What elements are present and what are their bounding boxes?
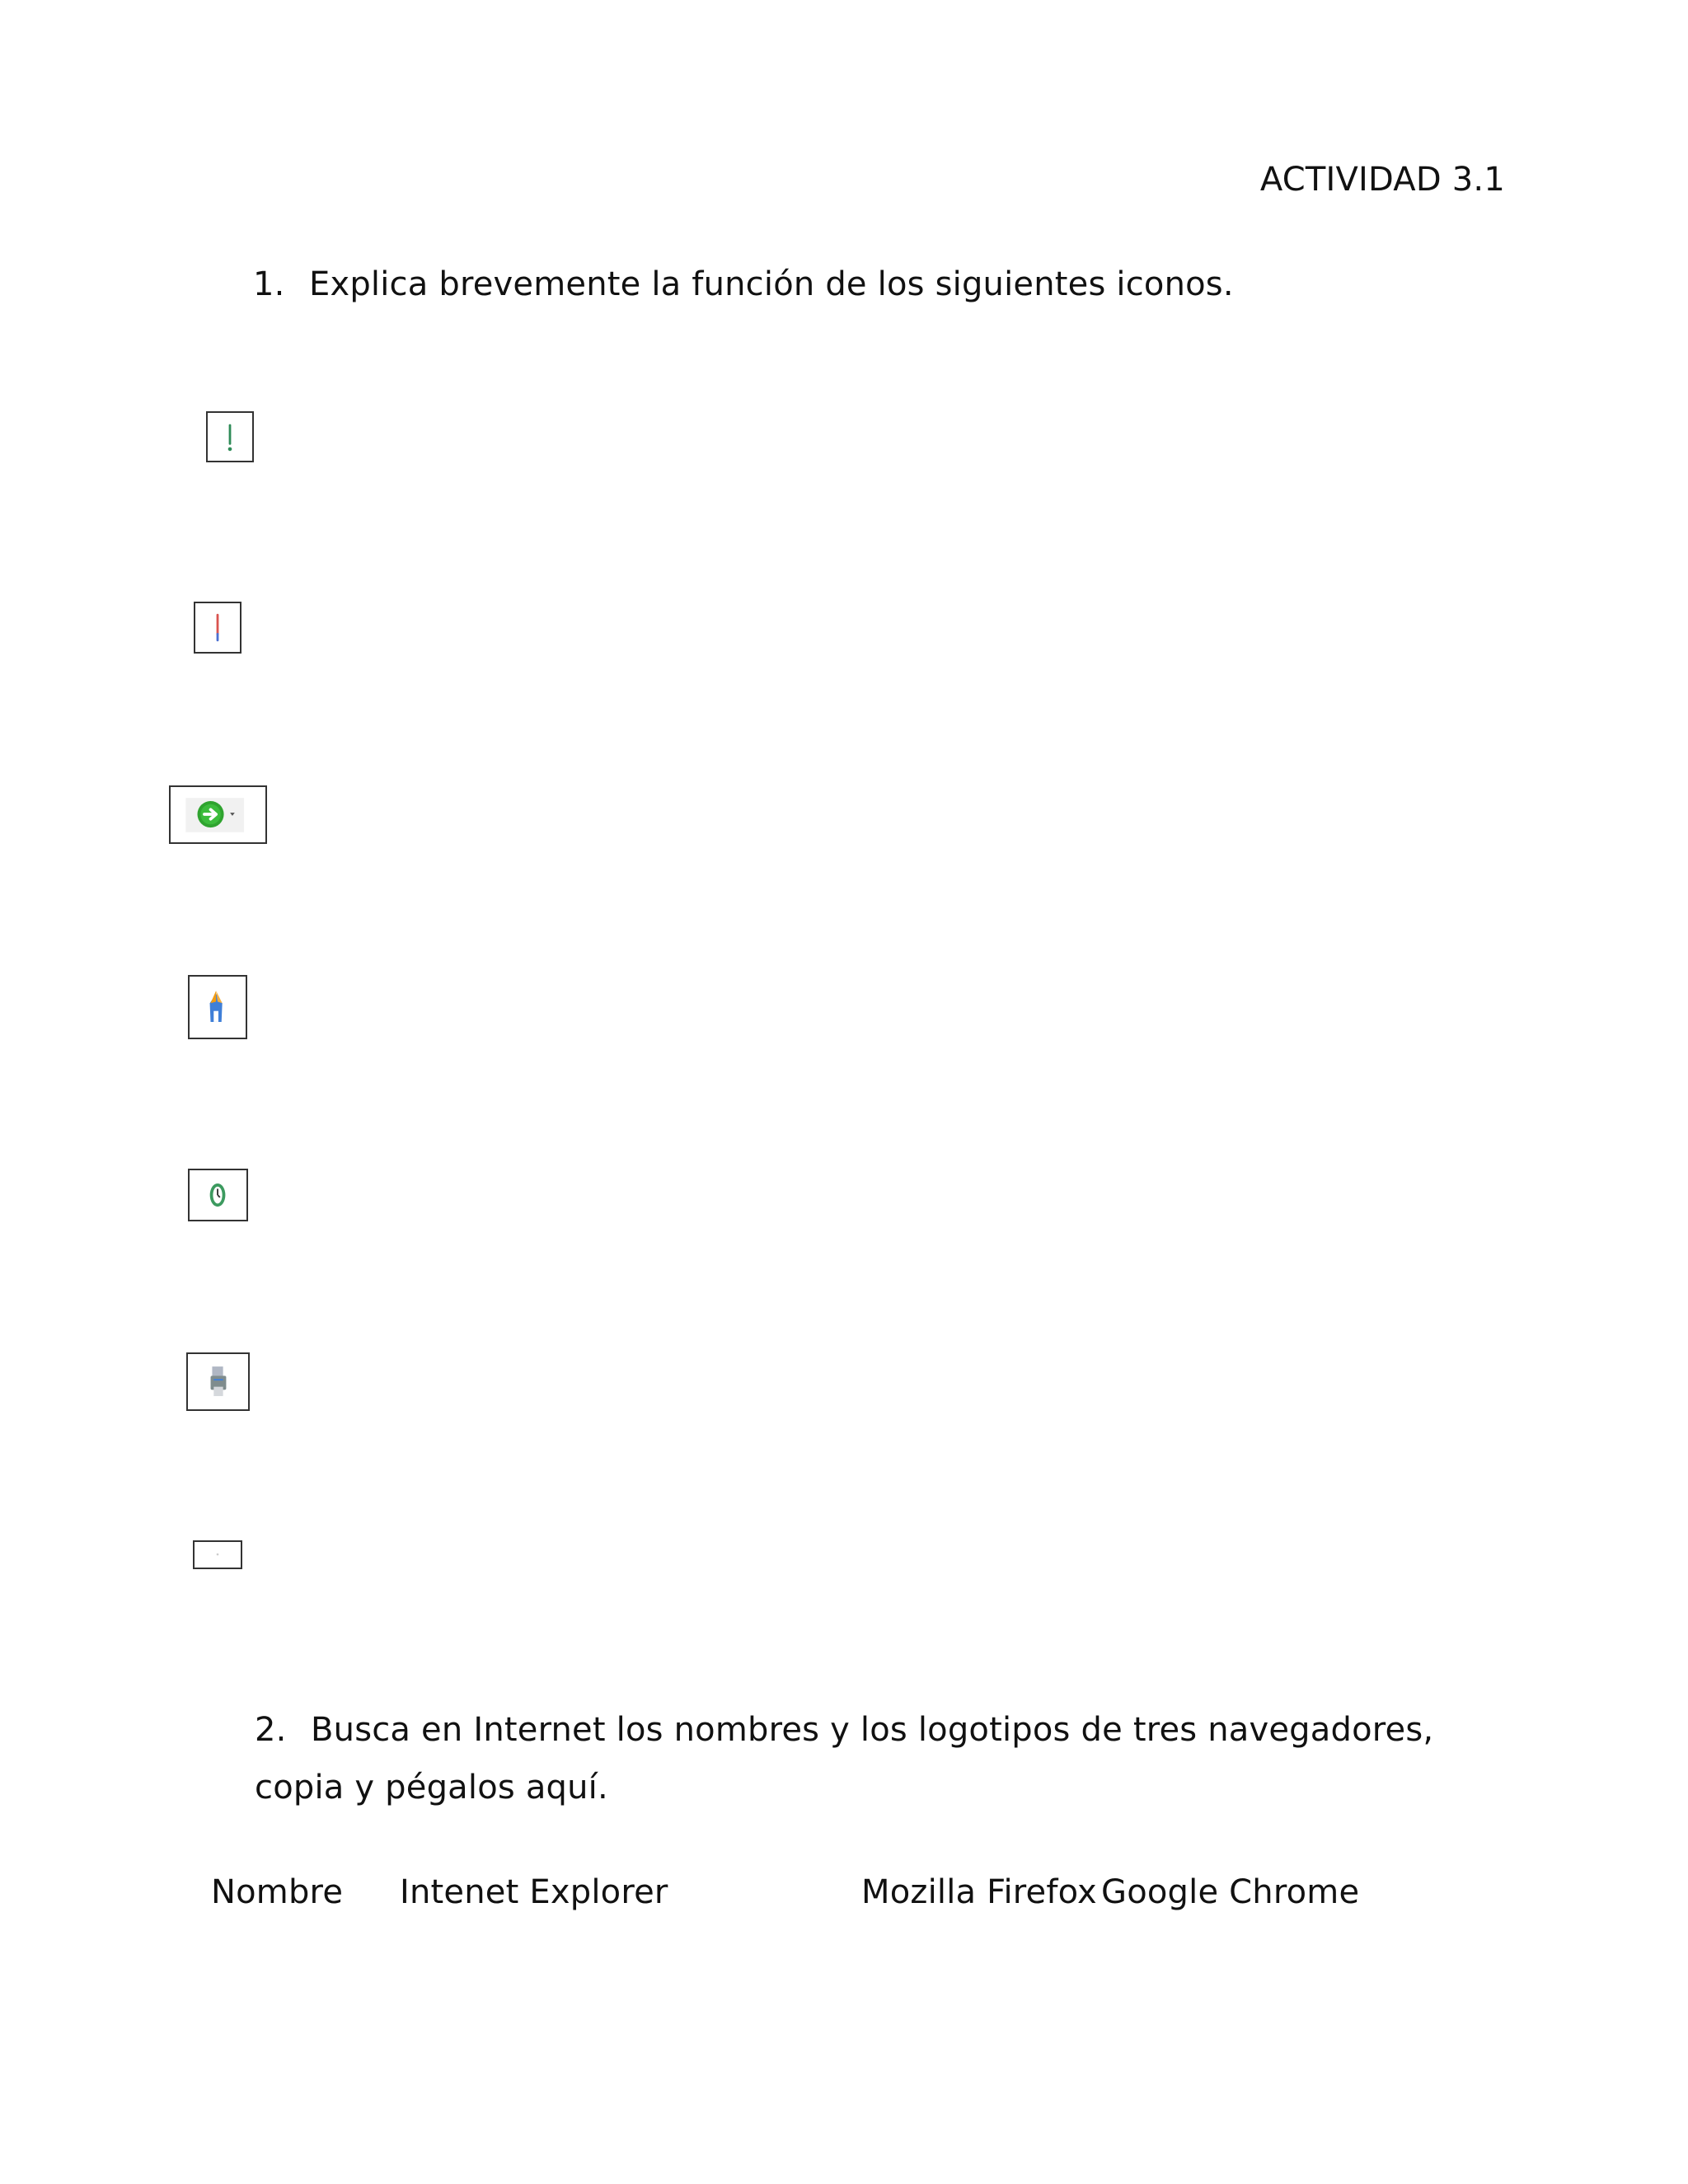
blank-icon	[195, 1542, 241, 1568]
question-2-line-1	[255, 1710, 1433, 1750]
stop-icon-box	[206, 411, 254, 462]
question-2-text: Busca en Internet los nombres y los logotipos de tres navegadores,	[311, 1711, 1434, 1749]
question-2-line-2: copia y pégalos aquí.	[255, 1769, 608, 1807]
question-2-number: 2.	[255, 1711, 287, 1749]
history-clock-icon	[190, 1170, 246, 1220]
go-arrow-icon	[171, 787, 265, 842]
go-arrow-icon-box	[169, 785, 267, 844]
blank-icon-box	[193, 1540, 242, 1569]
stop-icon	[208, 413, 252, 461]
refresh-icon-box	[194, 602, 241, 654]
browser-name-ie: Intenet Explorer	[400, 1873, 668, 1911]
home-icon	[190, 977, 246, 1038]
question-1	[253, 265, 1234, 304]
refresh-icon	[195, 603, 240, 652]
activity-title: ACTIVIDAD 3.1	[1259, 161, 1505, 199]
browser-name-firefox: Mozilla Firefox	[861, 1873, 1097, 1911]
print-icon-box	[186, 1352, 250, 1411]
question-1-text: Explica brevemente la función de los siguientes iconos.	[309, 265, 1234, 303]
home-icon-box	[188, 975, 247, 1039]
print-icon	[188, 1354, 248, 1409]
browsers-row-label: Nombre	[211, 1873, 344, 1911]
question-1-number: 1.	[253, 265, 285, 303]
history-icon-box	[188, 1169, 248, 1221]
browser-name-chrome: Google Chrome	[1101, 1873, 1360, 1911]
